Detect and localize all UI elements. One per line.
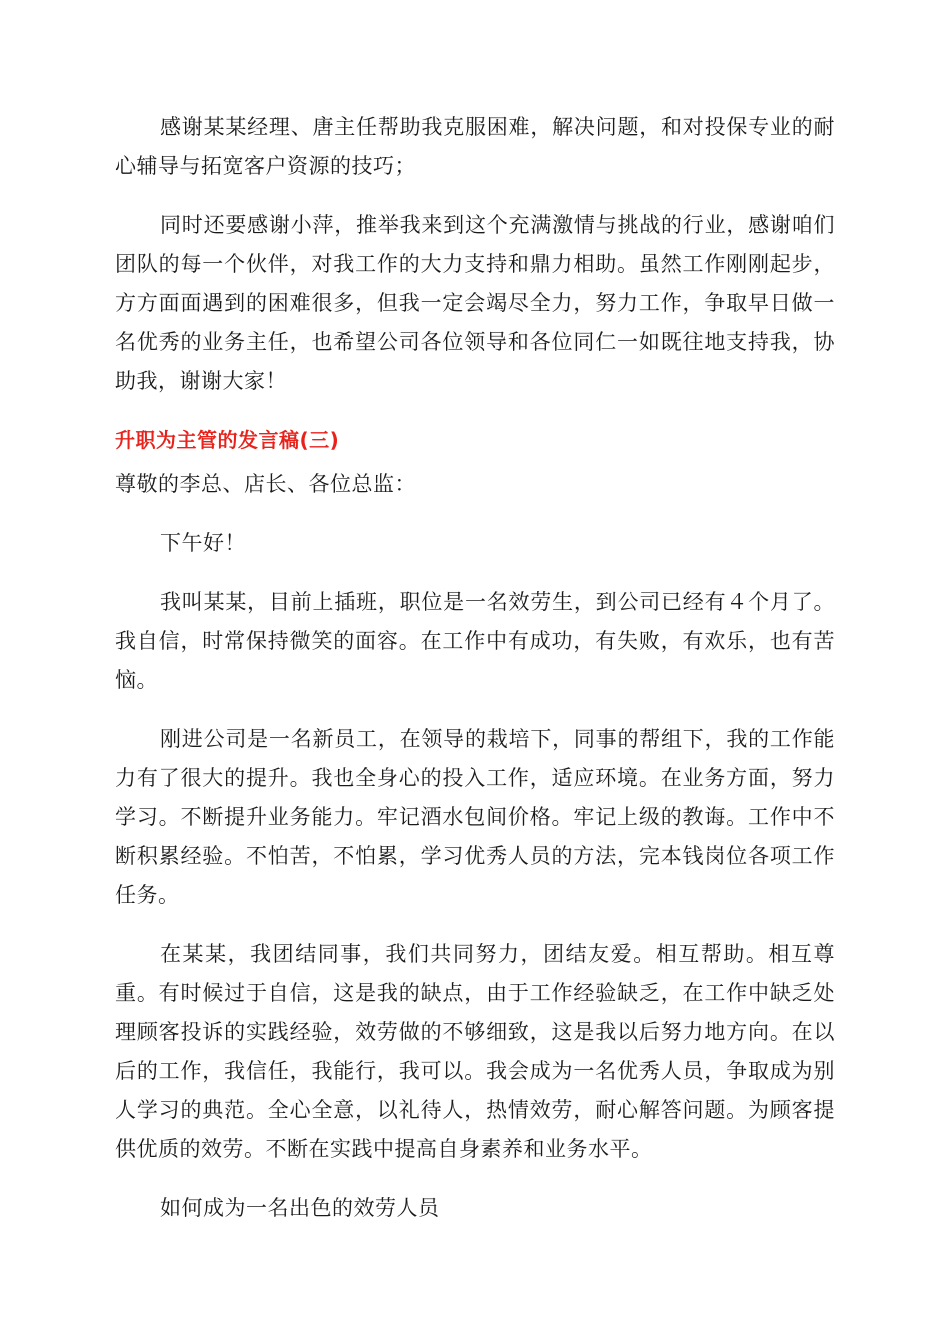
- section-heading: 升职为主管的发言稿(三): [115, 428, 340, 452]
- paragraph-teamwork: 在某某，我团结同事，我们共同努力，团结友爱。相互帮助。相互尊重。有时候过于自信，这是我的缺点，由于工作经验缺乏，在工作中缺乏处理顾客投诉的实践经验，效劳做的不够细致，这是我以后努力地方向。在以后的工作，我信任，我能行，我可以。我会成为一名优秀人员，争取成为别人学习的典范。全心全意，以礼待人，热情效劳，耐心解答问题。为顾客提供优质的效劳。不断在实践中提高自身素养和业务水平。: [115, 942, 835, 1161]
- paragraph-closing-title: 如何成为一名出色的效劳人员: [160, 1196, 440, 1220]
- paragraph-introduction: 我叫某某，目前上插班，职位是一名效劳生，到公司已经有４个月了。我自信，时常保持微笑的面容。在工作中有成功，有失败，有欢乐，也有苦恼。: [115, 590, 835, 692]
- paragraph-thanks-team: 同时还要感谢小萍，推举我来到这个充满激情与挑战的行业，感谢咱们团队的每一个伙伴，对我工作的大力支持和鼎力相助。虽然工作刚刚起步，方方面面遇到的困难很多，但我一定会竭尽全力，努力工作，争取早日做一名优秀的业务主任，也希望公司各位领导和各位同仁一如既往地支持我，协助我，谢谢大家！: [115, 213, 835, 393]
- salutation: 尊敬的李总、店长、各位总监：: [115, 472, 416, 496]
- greeting: 下午好！: [160, 531, 246, 555]
- document-page: [115, 108, 835, 1248]
- paragraph-growth: 刚进公司是一名新员工，在领导的栽培下，同事的帮组下，我的工作能力有了很大的提升。我也全身心的投入工作，适应环境。在业务方面，努力学习。不断提升业务能力。牢记酒水包间价格。牢记上级的教诲。工作中不断积累经验。不怕苦，不怕累，学习优秀人员的方法，完本钱岗位各项工作任务。: [115, 727, 835, 907]
- paragraph-thanks-manager: 感谢某某经理、唐主任帮助我克服困难，解决问题，和对投保专业的耐心辅导与拓宽客户资源的技巧；: [115, 115, 835, 178]
